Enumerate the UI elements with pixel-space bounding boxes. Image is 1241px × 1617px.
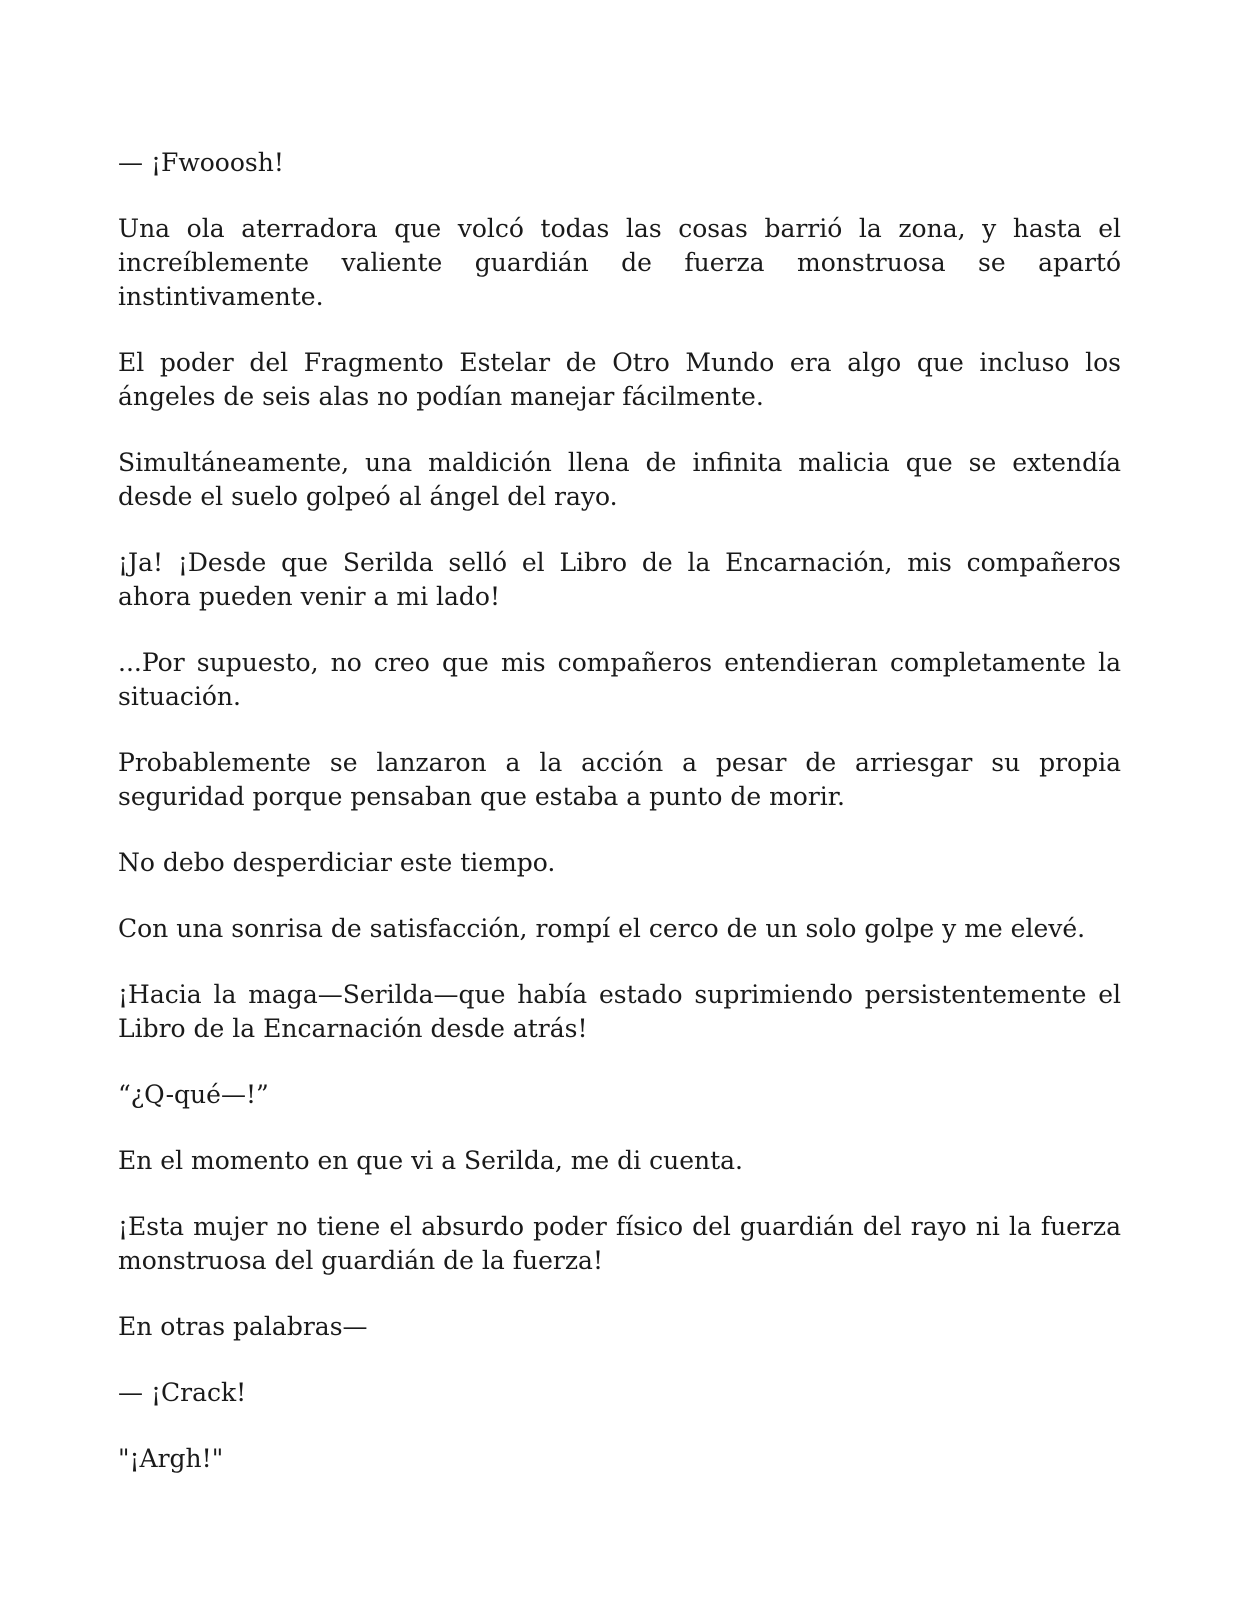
paragraph-argh: "¡Argh!" xyxy=(118,1444,224,1473)
paragraph-in-other-words: En otras palabras— xyxy=(118,1312,368,1341)
paragraph-risk: Probablemente se lanzaron a la acción a pesar de arriesgar su propia seguridad porque pensaban que estaba a punto de morir. xyxy=(118,748,1121,811)
paragraph-woman: ¡Esta mujer no tiene el absurdo poder físico del guardián del rayo ni la fuerza monstruosa del guardián de la fuerza! xyxy=(118,1212,1121,1275)
paragraph-wave: Una ola aterradora que volcó todas las cosas barrió la zona, y hasta el increíblemente valiente guardián de fuerza monstruosa se apartó instintivamente. xyxy=(118,214,1121,311)
paragraph-star-fragment: El poder del Fragmento Estelar de Otro Mundo era algo que incluso los ángeles de seis alas no podían manejar fácilmente. xyxy=(118,348,1121,411)
paragraph-mage: ¡Hacia la maga—Serilda—que había estado suprimiendo persistentemente el Libro de la Encarnación desde atrás! xyxy=(118,980,1121,1043)
paragraph-time: No debo desperdiciar este tiempo. xyxy=(118,848,556,877)
document-page xyxy=(118,146,1121,1508)
paragraph-sfx-fwooosh: — ¡Fwooosh! xyxy=(118,148,284,177)
paragraph-companions: ¡Ja! ¡Desde que Serilda selló el Libro de la Encarnación, mis compañeros ahora pueden venir a mi lado! xyxy=(118,548,1121,611)
paragraph-realized: En el momento en que vi a Serilda, me di cuenta. xyxy=(118,1146,743,1175)
paragraph-curse: Simultáneamente, una maldición llena de infinita malicia que se extendía desde el suelo golpeó al ángel del rayo. xyxy=(118,448,1121,511)
paragraph-smile: Con una sonrisa de satisfacción, rompí el cerco de un solo golpe y me elevé. xyxy=(118,914,1086,943)
paragraph-sfx-crack: — ¡Crack! xyxy=(118,1378,247,1407)
paragraph-situation: ...Por supuesto, no creo que mis compañeros entendieran completamente la situación. xyxy=(118,648,1121,711)
paragraph-what: “¿Q-qué—!” xyxy=(118,1080,269,1109)
